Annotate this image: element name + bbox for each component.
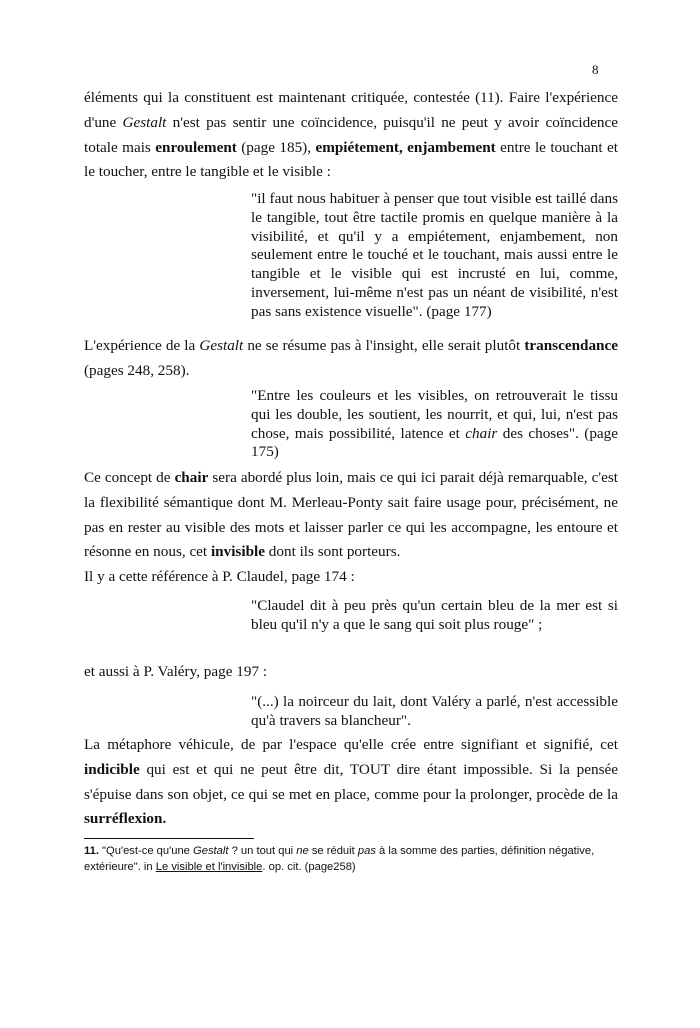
- quote-claudel: "Claudel dit à peu près qu'un certain bleu de la mer est si bleu qu'il n'y a que le sang qui soit plus rouge" ;: [251, 597, 618, 633]
- footnote-ref[interactable]: 11: [480, 90, 495, 106]
- paragraph-transcendance: L'expérience de la Gestalt ne se résume pas à l'insight, elle serait plutôt transcendance (pages 248, 258).: [84, 337, 618, 379]
- paragraph-metaphore: La métaphore véhicule, de par l'espace qu'elle crée entre signifiant et signifié, cet indicible qui est et qui ne peut être dit, TOUT dire étant impossible. Si la pensée s'épuise dans son objet, ce qui se met en place, comme pour la prolonger, procède de la surréflexion.: [84, 736, 618, 828]
- quote-page-177: "il faut nous habituer à penser que tout visible est taillé dans le tangible, tout être tactile promis en quelque manière à la visibilité, et qu'il y a empiétement, enjambement, non seulement entre le touché et le touchant, mais aussi entre le tangible et le visible qui est incrusté en lui, comme, inversement, lui-même n'est pas un néant de visibilité, n'est pas sans existence visuelle". (page 177): [251, 190, 618, 320]
- paragraph-claudel-ref: Il y a cette référence à P. Claudel, page 174 :: [84, 568, 355, 585]
- paragraph-chair: Ce concept de chair sera abordé plus loin, mais ce qui ici parait déjà remarquable, c'est la flexibilité sémantique dont M. Merleau-Ponty sait faire usage pour, précisément, ne pas en rester au visible des mots et laisser parler ce qui les accompagne, les entoure et résonne en nous, cet invisible dont ils sont porteurs.: [84, 469, 618, 561]
- quote-page-175: "Entre les couleurs et les visibles, on retrouverait le tissu qui les double, les soutient, les nourrit, et qui, lui, n'est pas chose, mais possibilité, latence et chair des choses". (page 175): [251, 387, 618, 461]
- book-title-link[interactable]: Le visible et l'invisible: [155, 861, 263, 873]
- paragraph-valery-ref: et aussi à P. Valéry, page 197 :: [84, 663, 268, 680]
- quote-valery: "(...) la noirceur du lait, dont Valéry a parlé, n'est accessible qu'à travers sa blancheur".: [251, 693, 618, 729]
- paragraph-gestalt-intro: éléments qui la constituent est maintenant critiquée, contestée (11). Faire l'expérience d'une Gestalt n'est pas sentir une coïncidence, puisqu'il ne peut y avoir coïncidence totale mais enroulement (page 185), empiétement, enjambement entre le touchant et le toucher, entre le tangible et le visible :: [84, 89, 618, 181]
- footnote-separator: [84, 838, 254, 839]
- page-number: 8: [592, 62, 599, 77]
- footnote-11: 11. "Qu'est-ce qu'une Gestalt ? un tout qui ne se réduit pas à la somme des parties, définition négative, extérieure". in Le visible et l'invisible. op. cit. (page258): [84, 845, 595, 873]
